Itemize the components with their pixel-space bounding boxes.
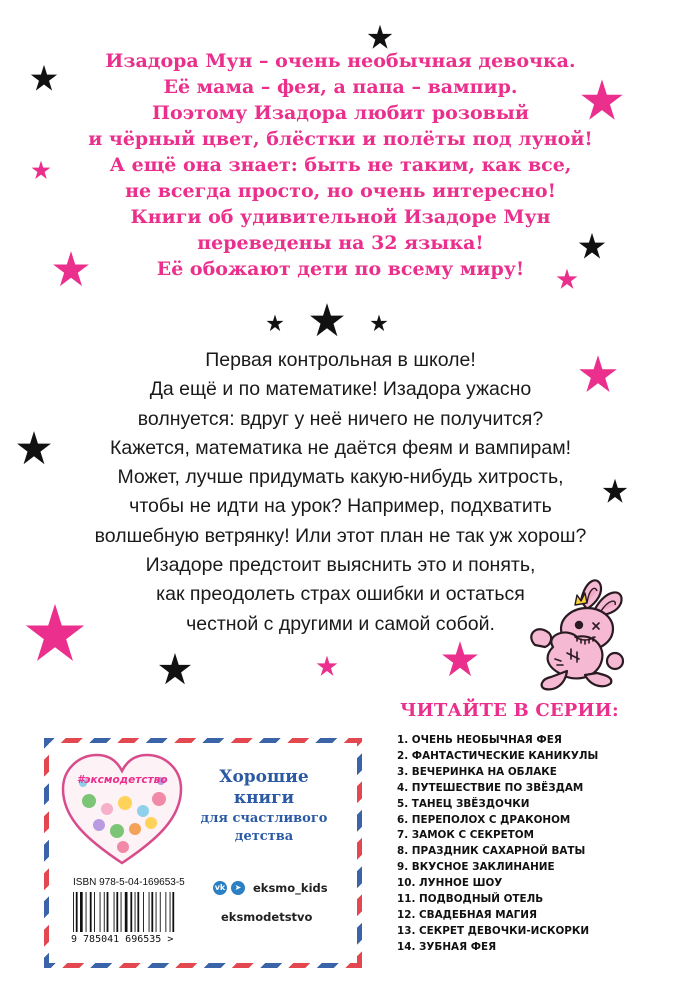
hashtag-label: #эксмодетство [77, 774, 168, 786]
series-list-item: 4. ПУТЕШЕСТВИЕ ПО ЗВЁЗДАМ [397, 781, 584, 794]
description-line: волшебную ветрянку! Или этот план не так уж хорош? [94, 524, 587, 547]
heart-logo [59, 751, 185, 869]
description-line: честной с другими и самой собой. [186, 612, 495, 635]
series-list-item: 5. ТАНЕЦ ЗВЁЗДОЧКИ [397, 797, 530, 810]
series-list-item: 12. СВАДЕБНАЯ МАГИЯ [397, 908, 537, 921]
slogan-line: для счастливого [200, 811, 328, 826]
barcode-bar [125, 892, 128, 932]
description-line: волнуется: вдруг у неё ничего не получится? [137, 407, 544, 430]
barcode-bar [170, 892, 171, 932]
series-list-item: 10. ЛУННОЕ ШОУ [397, 877, 503, 890]
barcode-bar [73, 892, 74, 932]
intro-line: переведены на 32 языка! [197, 232, 484, 254]
barcode-bar [104, 892, 105, 932]
black-star-icon [266, 314, 284, 332]
description-line: как преодолеть страх ошибки и остаться [156, 583, 525, 606]
publisher-card-inner [49, 743, 357, 963]
pink-bunny-illustration [515, 575, 643, 697]
black-star-icon [158, 652, 192, 686]
barcode [69, 892, 209, 944]
barcode-bar [94, 892, 95, 932]
barcode-bar [160, 892, 161, 932]
barcode-bar [172, 892, 174, 932]
series-list-item: 8. ПРАЗДНИК САХАРНОЙ ВАТЫ [397, 845, 586, 858]
black-star-icon [370, 314, 388, 332]
barcode-bar [80, 892, 83, 932]
series-list-item: 2. ФАНТАСТИЧЕСКИЕ КАНИКУЛЫ [397, 749, 599, 762]
series-list-item: 6. ПЕРЕПОЛОХ С ДРАКОНОМ [397, 813, 571, 826]
intro-line: Изадора Мун – очень необычная девочка. [105, 50, 576, 72]
intro-line: не всегда просто, но очень интересно! [125, 180, 556, 202]
barcode-bar [135, 892, 136, 932]
barcode-bar [151, 892, 153, 932]
series-list-item: 7. ЗАМОК С СЕКРЕТОМ [397, 829, 534, 842]
intro-line: Поэтому Изадора любит розовый [152, 102, 529, 124]
series-list-item: 9. ВКУСНОЕ ЗАКЛИНАНИЕ [397, 861, 555, 874]
series-list-item: 11. ПОДВОДНЫЙ ОТЕЛЬ [397, 893, 544, 906]
barcode-digits: 9 785041 696535 > [71, 934, 174, 944]
barcode-bar [100, 892, 101, 932]
series-list-item: 13. СЕКРЕТ ДЕВОЧКИ-ИСКОРКИ [397, 924, 590, 937]
intro-line: и чёрный цвет, блёстки и полёты под луной! [88, 128, 593, 150]
social-links [213, 881, 328, 895]
series-heading: ЧИТАЙТЕ В СЕРИИ: [400, 700, 619, 721]
intro-line: А ещё она знает: быть не таким, как все, [109, 154, 572, 176]
intro-line: Её обожают дети по всему миру! [156, 258, 525, 280]
slogan-line: детства [234, 829, 294, 844]
website-label[interactable]: eksmodetstvo [221, 910, 313, 924]
barcode-bar [86, 892, 87, 932]
barcode-bar [90, 892, 92, 932]
description-line: Изадоре предстоит выяснить это и понять, [145, 554, 536, 577]
black-star-icon [367, 24, 393, 50]
barcode-bar [107, 892, 109, 932]
description-line: Может, лучше придумать какую-нибудь хитрость, [117, 466, 564, 489]
barcode-bar [149, 892, 150, 932]
telegram-icon[interactable]: ➤ [231, 881, 245, 895]
barcode-bar [143, 892, 144, 932]
barcode-bar [137, 892, 139, 932]
slogan-line: книги [233, 788, 295, 808]
description-line: чтобы не идти на урок? Например, подхватить [129, 495, 552, 518]
description-line: Да ещё и по математике! Изадора ужасно [149, 378, 532, 401]
barcode-bar [76, 892, 78, 932]
social-handle[interactable]: eksmo_kids [253, 881, 328, 895]
series-list-item: 3. ВЕЧЕРИНКА НА ОБЛАКЕ [397, 765, 557, 778]
pink-star-icon [316, 655, 338, 677]
publisher-card [44, 738, 362, 968]
description-line: Кажется, математика не даётся феям и вампирам! [109, 436, 572, 459]
barcode-bar [130, 892, 132, 932]
pink-star-icon [441, 640, 479, 678]
intro-line: Её мама – фея, а папа – вампир. [163, 76, 518, 98]
barcode-bar [156, 892, 157, 932]
slogan [184, 767, 344, 845]
intro-line: Книги об удивительной Изадоре Мун [130, 206, 551, 228]
series-list-item: 14. ЗУБНАЯ ФЕЯ [397, 940, 497, 953]
barcode-bar [121, 892, 122, 932]
series-list [397, 733, 598, 956]
barcode-bar [165, 892, 166, 932]
barcode-bar [114, 892, 115, 932]
barcode-bar [116, 892, 118, 932]
intro-paragraph [20, 48, 661, 282]
description-line: Первая контрольная в школе! [205, 349, 476, 371]
slogan-line: Хорошие [219, 767, 309, 787]
black-star-icon [309, 302, 345, 338]
series-list-item: 1. ОЧЕНЬ НЕОБЫЧНАЯ ФЕЯ [397, 734, 562, 746]
vk-icon[interactable]: vk [213, 881, 227, 895]
isbn-label: ISBN 978-5-04-169653-5 [73, 877, 185, 888]
